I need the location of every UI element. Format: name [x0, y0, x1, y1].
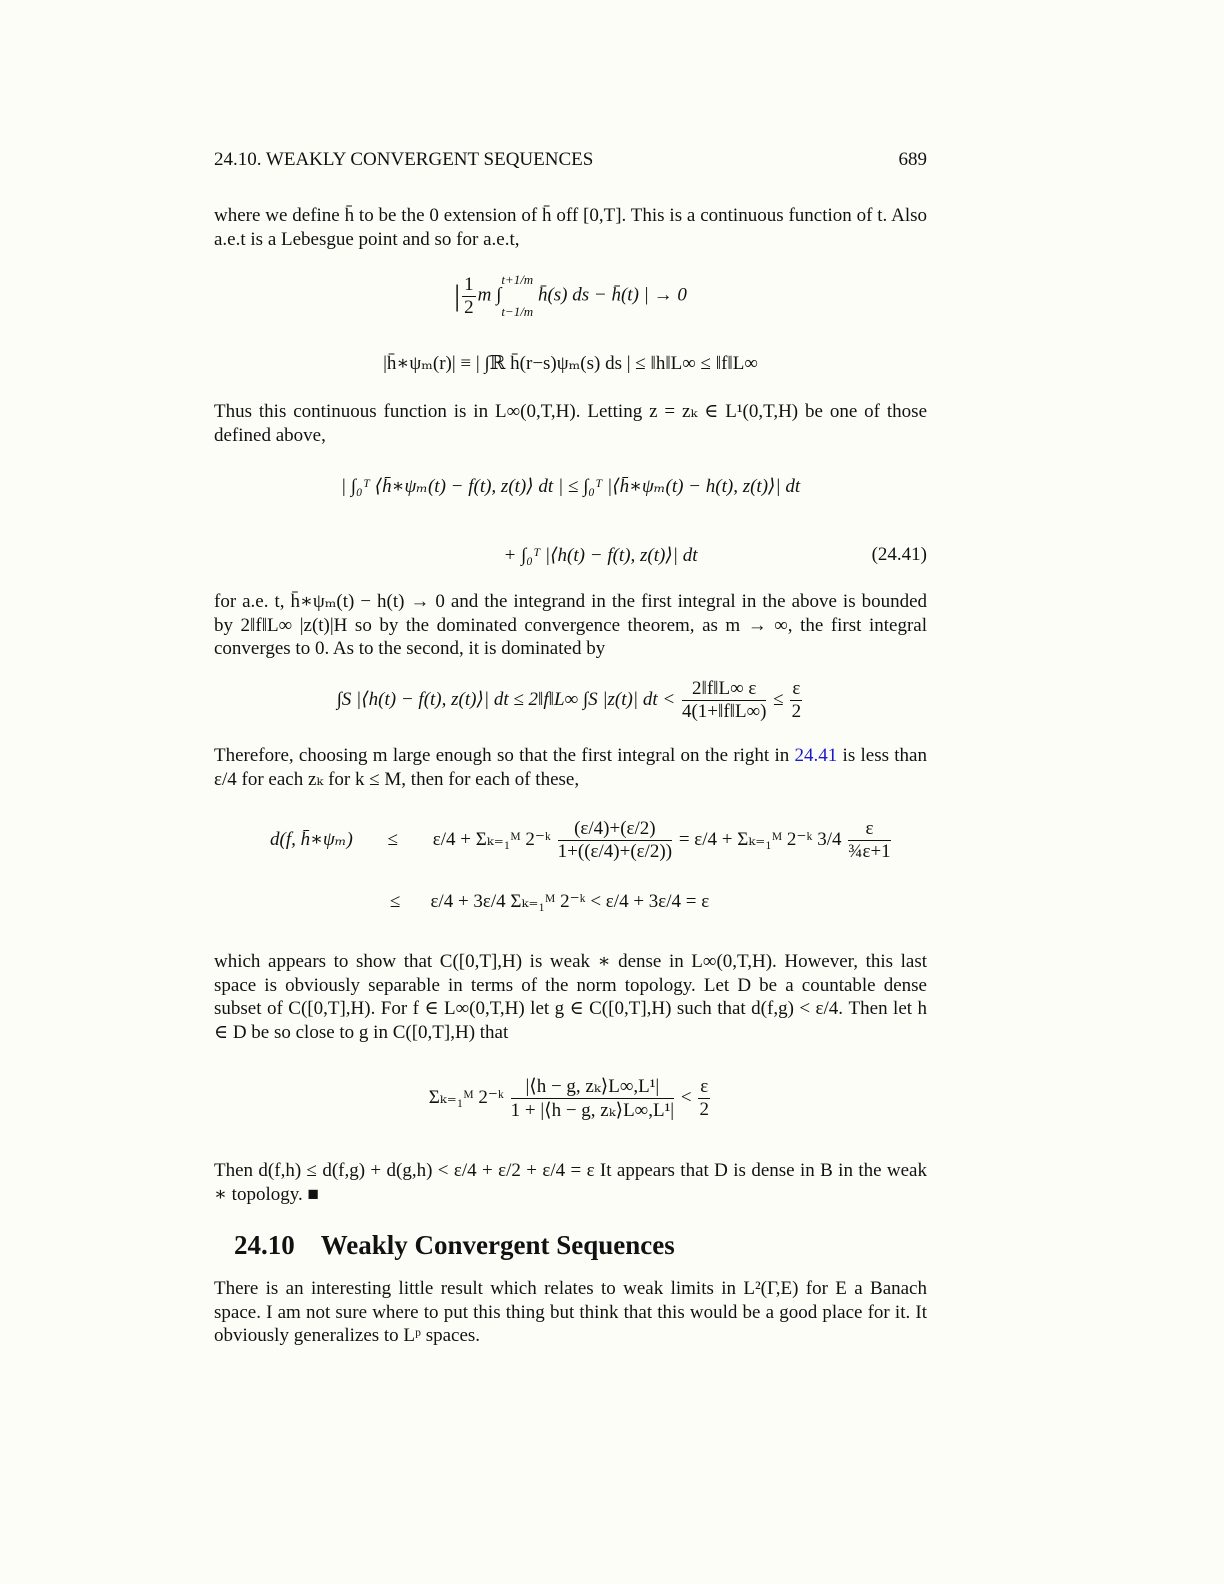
equation-5a: d(f, h̄∗ψₘ) ≤ ε/4 + Σₖ₌₁ᴹ 2⁻ᵏ $\frac{(\varepsilon/4)+(\varepsilon/2)}{1+((\varepsilon/4)+(\varepsilon/2))}$ = ε/4 + Σₖ₌₁ᴹ 2⁻ᵏ 3/4 $\frac{\varepsilon}{\text{¾ε+1}}$: [270, 818, 891, 862]
paragraph-1: where we define h̄ to be the 0 extension of h̄ off [0,T]. This is a continuous function of t. Also a.e.t is a Lebesgue point and so for a.e.t,: [214, 205, 927, 250]
equation-3b: + ∫₀ᵀ |⟨h(t) − f(t), z(t)⟩| dt (24.41): [503, 544, 927, 566]
equation-3a: | ∫₀ᵀ ⟨h̄∗ψₘ(t) − f(t), z(t)⟩ dt | ≤ ∫₀ᵀ |⟨h̄∗ψₘ(t) − h(t), z(t)⟩| dt: [340, 476, 801, 497]
equation-5b: ≤ ε/4 + 3ε/4 Σₖ₌₁ᴹ 2⁻ᵏ < ε/4 + 3ε/4 = ε: [390, 891, 710, 912]
equation-1: | $\frac{1}{2}$ m ∫ t+1/m t−1/m h̄(s) ds − h̄(t) | → 0: [454, 272, 687, 319]
page-number: 689: [898, 149, 927, 170]
paragraph-6: Then d(f,h) ≤ d(f,g) + d(g,h) < ε/4 + ε/2 + ε/4 = ε It appears that D is dense in B in the weak ∗ topology. ■: [214, 1160, 927, 1205]
equation-6: Σₖ₌₁ᴹ 2⁻ᵏ $\frac{\text{|⟨h − g, zₖ⟩L∞,L¹|}}{\text{1 + |⟨h − g, zₖ⟩L∞,L¹|}}$ < $\frac{\varepsilon}{2}$: [428, 1076, 710, 1121]
paragraph-3: for a.e. t, h̄∗ψₘ(t) − h(t) → 0 and the integrand in the first integral in the above is bounded by 2‖f‖L∞ |z(t)|H so by the dominated convergence theorem, as m → ∞, the first integral converges to 0. As to the second, it is dominated by: [214, 591, 927, 660]
paragraph-5: which appears to show that C([0,T],H) is weak ∗ dense in L∞(0,T,H). However, this last space is obviously separable in terms of the norm topology. Let D be a countable dense subset of C([0,T],H). For f ∈ L∞(0,T,H) let g ∈ C([0,T],H) such that d(f,g) < ε/4. Then let h ∈ D be so close to g in C([0,T],H) that: [214, 951, 927, 1043]
equation-2: |h̄∗ψₘ(r)| ≡ | ∫ℝ h̄(r−s)ψₘ(s) ds | ≤ ‖h‖L∞ ≤ ‖f‖L∞: [383, 353, 758, 374]
paragraph-7: There is an interesting little result which relates to weak limits in L²(Γ,E) for E a Banach space. I am not sure where to put this thing but think that this would be a good place for it. It obviously generalizes to Lᵖ spaces.: [214, 1278, 927, 1347]
running-header: [214, 149, 927, 171]
equation-number: (24.41): [871, 544, 927, 565]
section-title: Weakly Convergent Sequences: [320, 1230, 675, 1260]
running-title: 24.10. WEAKLY CONVERGENT SEQUENCES: [214, 149, 594, 170]
section-heading: [234, 1230, 675, 1261]
paragraph-4: Therefore, choosing m large enough so that the first integral on the right in 24.41 is less than ε/4 for each zₖ for k ≤ M, then for each of these,: [214, 745, 927, 790]
paragraph-2: Thus this continuous function is in L∞(0,T,H). Letting z = zₖ ∈ L¹(0,T,H) be one of those defined above,: [214, 401, 927, 446]
equation-4: ∫S |⟨h(t) − f(t), z(t)⟩| dt ≤ 2‖f‖L∞ ∫S |z(t)| dt < $\frac{2‖f‖L\infty \varepsilon}{4(1+‖f‖L\infty)}$ ≤ $\frac{\varepsilon}{2}$: [336, 678, 802, 722]
section-number: 24.10: [234, 1230, 295, 1260]
equation-reference-link[interactable]: 24.41: [794, 745, 838, 766]
